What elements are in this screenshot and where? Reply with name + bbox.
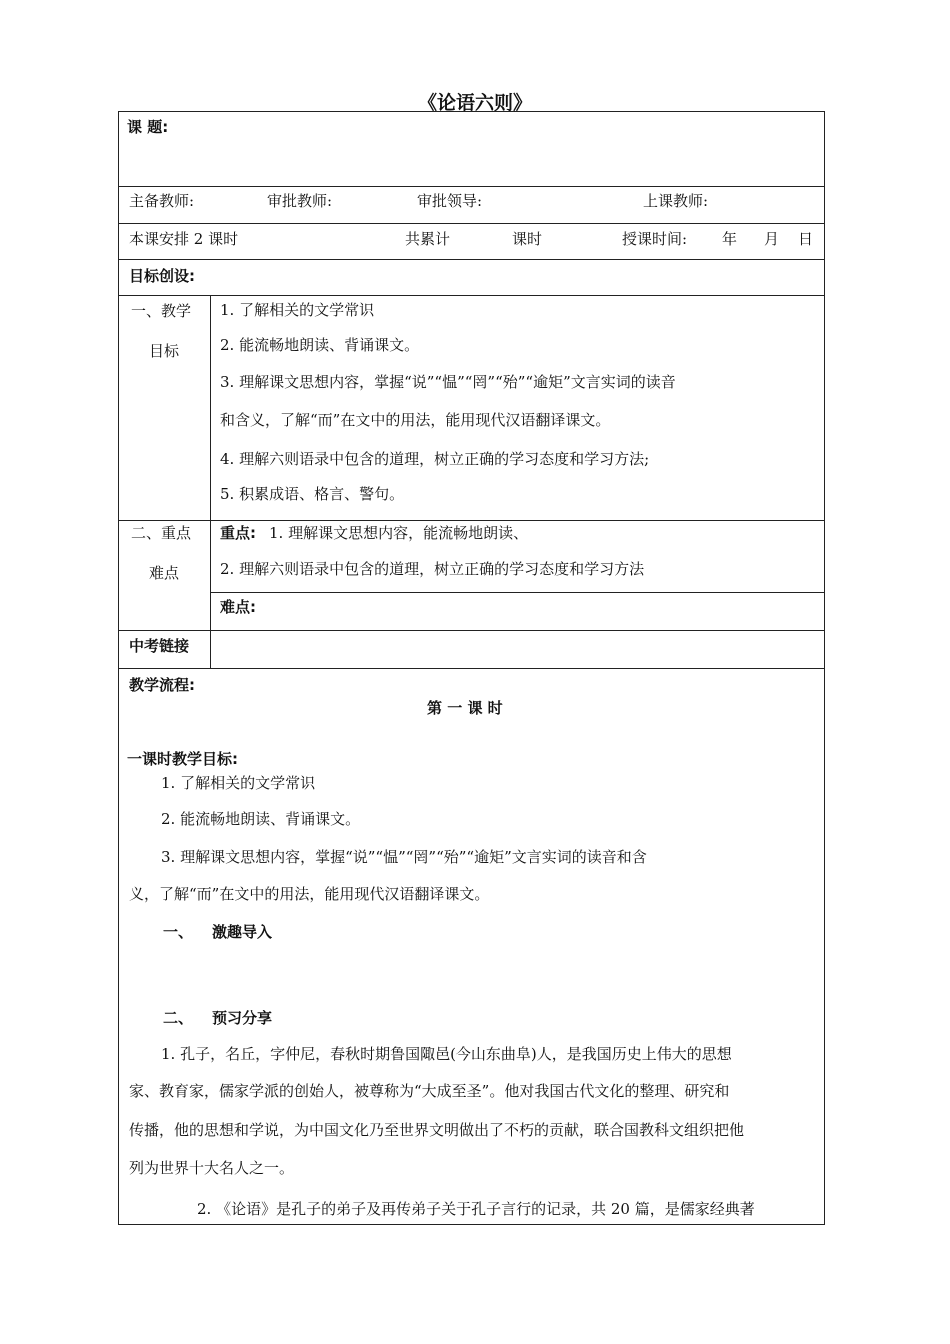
key-label-line1: 二、重点 bbox=[131, 524, 192, 542]
paragraph-line: 列为世界十大名人之一。 bbox=[129, 1159, 295, 1177]
flow-label: 教学流程: bbox=[129, 676, 195, 694]
difficulty-label: 难点: bbox=[220, 598, 256, 616]
lesson-goal-item: 1. 了解相关的文学常识 bbox=[161, 774, 316, 792]
row-divider bbox=[210, 592, 824, 593]
row-divider bbox=[119, 223, 824, 224]
arrange-text: 本课安排 2 课时 bbox=[129, 230, 239, 248]
goal-item: 2. 能流畅地朗读、背诵课文。 bbox=[220, 336, 420, 354]
topic-label: 课 题: bbox=[127, 118, 169, 136]
section-number: 一、 bbox=[163, 923, 194, 941]
lesson-title: 第 一 课 时 bbox=[427, 699, 503, 717]
lesson-goal-item: 2. 能流畅地朗读、背诵课文。 bbox=[161, 810, 361, 828]
goal-item: 3. 理解课文思想内容，掌握“说”“愠”“罔”“殆”“逾矩”文言实词的读音 bbox=[220, 373, 676, 391]
row-divider bbox=[119, 259, 824, 260]
goal-item: 5. 积累成语、格言、警句。 bbox=[220, 485, 405, 503]
table-bottom bbox=[119, 1224, 824, 1225]
goal-item: 4. 理解六则语录中包含的道理，树立正确的学习态度和学习方法; bbox=[220, 450, 650, 468]
row-divider bbox=[119, 295, 824, 296]
paragraph-line: 2. 《论语》是孔子的弟子及再传弟子关于孔子言行的记录，共 20 篇，是儒家经典著 bbox=[197, 1200, 755, 1218]
lesson-goal-item: 义，了解“而”在文中的用法，能用现代汉语翻译课文。 bbox=[129, 885, 490, 903]
lesson-goal-item: 3. 理解课文思想内容，掌握“说”“愠”“罔”“殆”“逾矩”文言实词的读音和含 bbox=[161, 848, 647, 866]
paragraph-line: 家、教育家，儒家学派的创始人，被尊称为“大成至圣”。他对我国古代文化的整理、研究和 bbox=[129, 1082, 730, 1100]
row-divider bbox=[119, 520, 824, 521]
main-teacher-label: 主备教师: bbox=[129, 192, 195, 210]
lesson-plan-table bbox=[118, 111, 825, 1225]
key-point-item: 2. 理解六则语录中包含的道理，树立正确的学习态度和学习方法 bbox=[220, 560, 645, 578]
key-label-line2: 难点 bbox=[149, 564, 180, 582]
goal-create-label: 目标创设: bbox=[129, 267, 195, 285]
month-label: 月 bbox=[764, 230, 780, 248]
goals-label-line1: 一、教学 bbox=[131, 302, 192, 320]
paragraph-line: 1. 孔子，名丘，字仲尼，春秋时期鲁国陬邑(今山东曲阜)人，是我国历史上伟大的思想 bbox=[161, 1045, 732, 1063]
class-teacher-label: 上课教师: bbox=[643, 192, 709, 210]
row-divider bbox=[119, 186, 824, 187]
total-label: 共累计 bbox=[405, 230, 451, 248]
class-time-label: 授课时间: bbox=[622, 230, 688, 248]
row-divider bbox=[119, 668, 824, 669]
goal-item: 和含义，了解“而”在文中的用法，能用现代汉语翻译课文。 bbox=[220, 411, 611, 429]
approve-leader-label: 审批领导: bbox=[417, 192, 483, 210]
key-point-item: 1. 理解课文思想内容，能流畅地朗读、 bbox=[269, 524, 529, 542]
year-label: 年 bbox=[722, 230, 738, 248]
document-title: 《论语六则》 bbox=[417, 92, 532, 114]
column-divider bbox=[210, 295, 211, 668]
exam-link-label: 中考链接 bbox=[129, 637, 190, 655]
key-points-label: 重点: bbox=[220, 524, 256, 542]
approve-teacher-label: 审批教师: bbox=[267, 192, 333, 210]
hours-label: 课时 bbox=[512, 230, 543, 248]
row-divider bbox=[119, 630, 824, 631]
paragraph-line: 传播，他的思想和学说，为中国文化乃至世界文明做出了不朽的贡献，联合国教科文组织把他 bbox=[129, 1121, 745, 1139]
goal-item: 1. 了解相关的文学常识 bbox=[220, 301, 375, 319]
section-title-intro: 激趣导入 bbox=[212, 923, 273, 941]
lesson-goal-heading: 一课时教学目标: bbox=[127, 750, 238, 768]
day-label: 日 bbox=[798, 230, 814, 248]
goals-label-line2: 目标 bbox=[149, 342, 180, 360]
section-title-preview: 预习分享 bbox=[212, 1009, 273, 1027]
section-number: 二、 bbox=[163, 1009, 194, 1027]
